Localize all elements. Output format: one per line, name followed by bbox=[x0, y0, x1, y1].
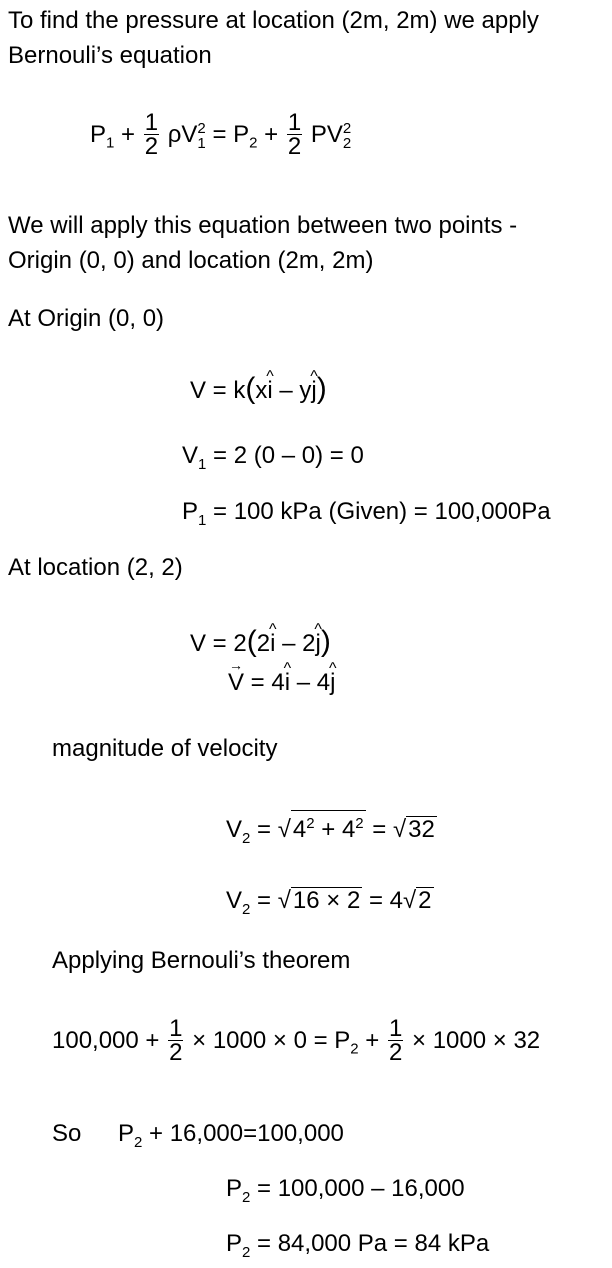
half-fraction-2: $\frac{1}{2}$ bbox=[287, 109, 302, 160]
j-hat: ^ j bbox=[311, 376, 316, 406]
v2-equation-1: $V_2 = √4^2 + 4^2 = √32$ bbox=[226, 810, 437, 854]
half-fraction-3: $\frac{1}{2}$ bbox=[169, 1015, 183, 1066]
v1-equation: $V_1 = 2$ (0 – 0) = 0 bbox=[182, 442, 364, 473]
sqrt-16x2: √16 × 2 bbox=[277, 887, 361, 914]
eq-pv: PV bbox=[310, 120, 343, 148]
apply-line-1: We will apply this equation between two points - bbox=[8, 212, 518, 239]
theorem-label: Applying Bernouli’s theorem bbox=[52, 947, 351, 974]
magnitude-label: magnitude of velocity bbox=[52, 735, 278, 762]
theorem-equation: 100,000 + $\frac{1}{2}$ × $1000 \times 0 = P_2$ + $\frac{1}{2}$ × 1000 × 32 bbox=[52, 1015, 541, 1066]
v-vector: → V bbox=[228, 668, 244, 698]
eq-plus-1: + bbox=[121, 120, 136, 148]
sqrt-2: √2 bbox=[403, 887, 432, 914]
intro-line-1: To find the pressure at location (2m, 2m) we apply bbox=[8, 7, 539, 34]
half-fraction-4: $\frac{1}{2}$ bbox=[388, 1015, 403, 1066]
location-heading: At location (2, 2) bbox=[8, 554, 183, 581]
bernoulli-equation: $P_1$ + $\frac{1}{2}$ ρV 2 1 = $P_2$ + $\frac{1}{2}$ PV 2 2 bbox=[90, 109, 352, 160]
eq-p2-sub: 2 bbox=[249, 134, 258, 152]
i-hat: ^ i bbox=[285, 668, 290, 698]
location-velocity-equation: V = 2(2^ i – 2^ j) bbox=[190, 627, 331, 659]
i-hat: ^ i bbox=[267, 376, 272, 406]
sqrt-32: √32 bbox=[393, 816, 435, 843]
velocity-vector-equation: → V = 4^ i – 4^ j bbox=[228, 668, 335, 698]
solution-step-2: $P_2 = 100,000 - 16,000$ bbox=[226, 1175, 465, 1206]
half-fraction-1: $\frac{1}{2}$ bbox=[144, 109, 159, 160]
origin-heading: At Origin (0, 0) bbox=[8, 305, 165, 332]
eq-rho-v: ρV bbox=[167, 120, 198, 148]
intro-line-2: Bernouli’s equation bbox=[8, 42, 212, 69]
i-hat: ^ i bbox=[270, 629, 275, 659]
so-label: So bbox=[52, 1120, 82, 1147]
origin-velocity-equation: V = k(x^ i – y^ j) bbox=[190, 374, 327, 406]
solution-step-1: $P_2 + 16,000=100,000$ bbox=[118, 1120, 344, 1151]
eq-equals: = bbox=[212, 120, 227, 148]
j-hat: ^ j bbox=[315, 629, 320, 659]
sqrt-sum: $√4^2 + 4^2$ bbox=[278, 810, 366, 845]
j-hat: ^ j bbox=[330, 668, 335, 698]
v2-equation-2: $V_2 = √16 \times 2 = 4√2$ bbox=[226, 887, 432, 918]
eq-p2: P bbox=[233, 120, 250, 148]
p1-equation: $P_1 = 100$ kPa (Given) = 100,000Pa bbox=[182, 498, 551, 529]
eq-p1: P bbox=[90, 120, 107, 148]
eq-plus-2: + bbox=[264, 120, 279, 148]
solution-step-3: $P_2 = 84,000$ Pa = 84 kPa bbox=[226, 1230, 490, 1261]
eq-p1-sub: 1 bbox=[106, 134, 115, 152]
apply-line-2: Origin (0, 0) and location (2m, 2m) bbox=[8, 247, 374, 274]
